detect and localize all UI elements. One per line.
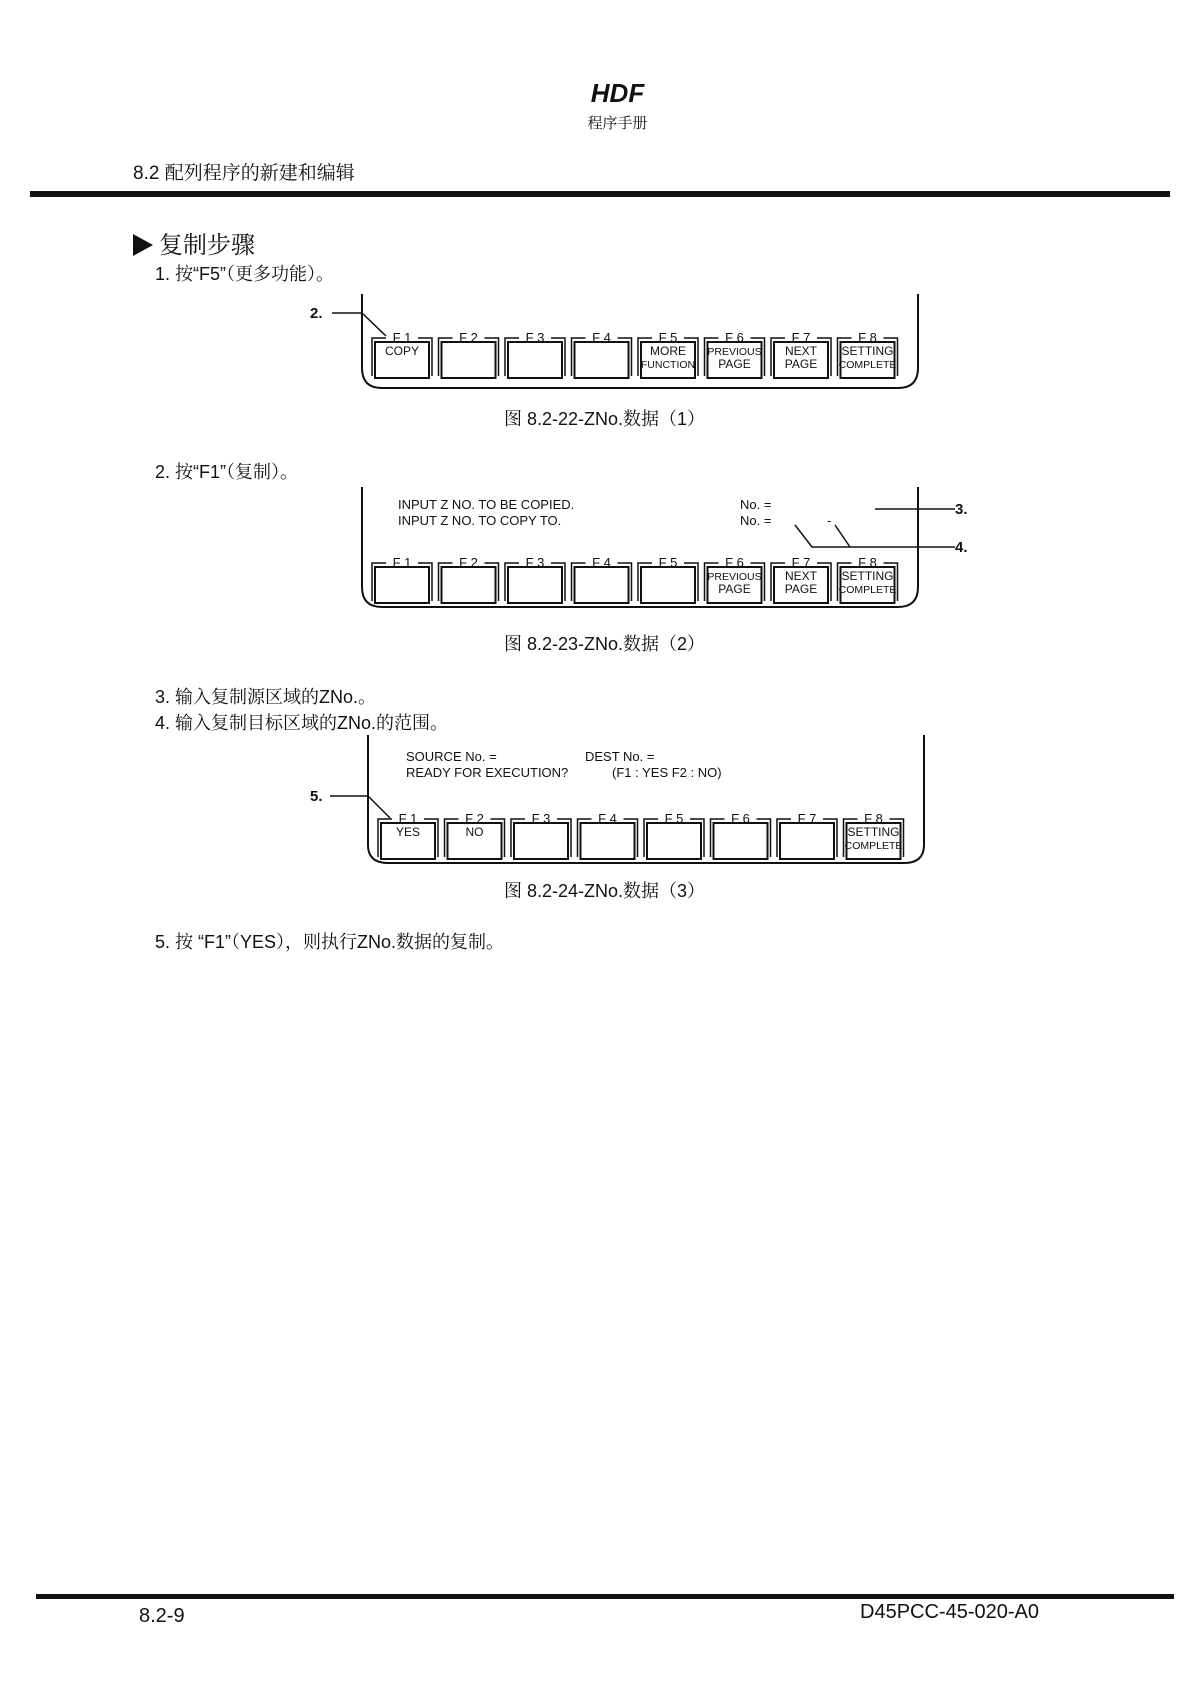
figure-3-caption: 图 8.2-24-ZNo.数据（3） xyxy=(504,881,706,901)
function-key-f4[interactable] xyxy=(578,811,638,859)
step-2: 2. 按“F1”（复制）。 xyxy=(155,462,299,482)
function-key-f8[interactable] xyxy=(838,555,898,603)
key-label-f4: F 4 xyxy=(592,555,611,570)
key-label-f8: F 8 xyxy=(858,330,877,345)
key-caption: COMPLETE xyxy=(844,840,903,852)
key-caption: NEXT xyxy=(784,344,818,358)
callout-leader-line xyxy=(332,313,386,336)
key-label-f7: F 7 xyxy=(791,330,811,345)
key-label-f4: F 4 xyxy=(598,811,617,826)
key-caption: NO xyxy=(465,825,484,839)
callout-3-leader xyxy=(875,487,955,515)
step-3: 3. 输入复制源区域的ZNo.。 xyxy=(155,687,377,707)
key-face xyxy=(641,567,695,603)
key-label-f1: F 1 xyxy=(392,555,412,570)
key-label-f8: F 8 xyxy=(864,811,883,826)
key-caption: COMPLETE xyxy=(838,359,897,371)
figure-2-panel xyxy=(300,485,980,620)
header-title: HDF xyxy=(590,78,645,108)
key-face xyxy=(714,823,768,859)
key-face xyxy=(575,342,629,378)
key-label-f7: F 7 xyxy=(791,555,811,570)
figure-1-panel xyxy=(300,288,940,398)
function-key-f2[interactable] xyxy=(439,555,499,603)
prompt-line-1: INPUT Z NO. TO BE COPIED. xyxy=(398,497,575,512)
header-rule xyxy=(30,191,1170,197)
yes-no-hint: (F1 : YES F2 : NO) xyxy=(612,765,722,780)
section-title: 8.2 配列程序的新建和编辑 xyxy=(133,163,355,184)
key-caption: COMPLETE xyxy=(838,584,897,596)
key-caption: PAGE xyxy=(784,357,818,371)
source-field-label: No. = xyxy=(740,497,772,512)
callout-5: 5. xyxy=(310,788,323,805)
key-label-f6: F 6 xyxy=(725,555,744,570)
key-label-f5: F 5 xyxy=(658,555,678,570)
function-key-f6[interactable] xyxy=(711,811,771,859)
function-key-f3[interactable] xyxy=(511,811,571,859)
key-caption: FUNCTION xyxy=(640,359,696,371)
key-label-f2: F 2 xyxy=(459,330,478,345)
function-key-f5[interactable] xyxy=(644,811,704,859)
step-4: 4. 输入复制目标区域的ZNo.的范围。 xyxy=(155,713,449,733)
key-face xyxy=(442,567,496,603)
callout-leader-line xyxy=(330,796,390,818)
key-label-f4: F 4 xyxy=(592,330,611,345)
function-key-f2[interactable] xyxy=(439,330,499,378)
function-key-f6[interactable] xyxy=(705,555,765,603)
figure-1-caption: 图 8.2-22-ZNo.数据（1） xyxy=(504,409,706,429)
key-face xyxy=(375,567,429,603)
key-face xyxy=(514,823,568,859)
document-id: D45PCC-45-020-A0 xyxy=(860,1601,1039,1623)
key-face xyxy=(508,567,562,603)
function-key-f8[interactable] xyxy=(844,811,904,859)
function-key-f7[interactable] xyxy=(771,555,831,603)
triangle-bullet-icon xyxy=(133,234,153,256)
function-key-f4[interactable] xyxy=(572,555,632,603)
function-key-f8[interactable] xyxy=(838,330,898,378)
key-label-f2: F 2 xyxy=(465,811,484,826)
key-face xyxy=(575,567,629,603)
key-caption: PREVIOUS xyxy=(707,346,762,358)
key-face xyxy=(780,823,834,859)
key-face xyxy=(581,823,635,859)
function-key-f5[interactable] xyxy=(638,330,698,378)
prompt-line-2: INPUT Z NO. TO COPY TO. xyxy=(398,513,562,528)
key-label-f3: F 3 xyxy=(525,555,545,570)
source-no-label: SOURCE No. = xyxy=(406,749,497,764)
function-key-f7[interactable] xyxy=(777,811,837,859)
function-key-f1[interactable] xyxy=(372,555,432,603)
procedure-heading-text: 复制步骤 xyxy=(159,232,255,259)
key-face xyxy=(647,823,701,859)
key-caption: SETTING xyxy=(841,344,894,358)
callout-3: 3. xyxy=(955,501,968,518)
function-key-f6[interactable] xyxy=(705,330,765,378)
function-key-f5[interactable] xyxy=(638,555,698,603)
key-label-f2: F 2 xyxy=(459,555,478,570)
key-caption: COPY xyxy=(384,344,420,358)
dest-no-label: DEST No. = xyxy=(585,749,655,764)
key-face xyxy=(442,342,496,378)
figure-2-caption: 图 8.2-23-ZNo.数据（2） xyxy=(504,634,706,654)
key-caption: PAGE xyxy=(718,357,751,371)
figure-3-panel xyxy=(300,733,940,868)
key-label-f6: F 6 xyxy=(731,811,750,826)
dest-field-label: No. = xyxy=(740,513,772,528)
step-1: 1. 按“F5”（更多功能）。 xyxy=(155,264,335,284)
key-caption: PREVIOUS xyxy=(707,571,762,583)
key-label-f1: F 1 xyxy=(392,330,412,345)
key-label-f5: F 5 xyxy=(664,811,684,826)
key-label-f3: F 3 xyxy=(531,811,551,826)
function-key-f3[interactable] xyxy=(505,555,565,603)
function-key-f1[interactable] xyxy=(372,330,432,378)
callout-4-leader xyxy=(795,525,955,547)
key-caption: YES xyxy=(395,825,421,839)
key-caption: SETTING xyxy=(847,825,900,839)
function-key-f1[interactable] xyxy=(378,811,438,859)
ready-prompt: READY FOR EXECUTION? xyxy=(406,765,569,780)
page-number: 8.2-9 xyxy=(139,1605,185,1627)
key-caption: NEXT xyxy=(784,569,818,583)
key-label-f1: F 1 xyxy=(398,811,418,826)
key-label-f6: F 6 xyxy=(725,330,744,345)
range-separator: - xyxy=(827,513,832,528)
function-key-f3[interactable] xyxy=(505,330,565,378)
step-5: 5. 按 “F1”（YES），则执行ZNo.数据的复制。 xyxy=(155,932,505,952)
callout-4: 4. xyxy=(955,539,968,556)
procedure-heading xyxy=(133,225,255,260)
key-label-f7: F 7 xyxy=(797,811,817,826)
key-label-f8: F 8 xyxy=(858,555,877,570)
key-label-f5: F 5 xyxy=(658,330,678,345)
key-face xyxy=(508,342,562,378)
function-key-f4[interactable] xyxy=(572,330,632,378)
key-label-f3: F 3 xyxy=(525,330,545,345)
function-key-f7[interactable] xyxy=(771,330,831,378)
footer-rule xyxy=(36,1594,1174,1599)
function-key-f2[interactable] xyxy=(445,811,505,859)
key-caption: MORE xyxy=(650,344,686,358)
key-caption: SETTING xyxy=(841,569,894,583)
callout-2: 2. xyxy=(310,305,323,322)
key-caption: PAGE xyxy=(784,582,818,596)
key-caption: PAGE xyxy=(718,582,751,596)
header-subtitle: 程序手册 xyxy=(587,115,648,132)
